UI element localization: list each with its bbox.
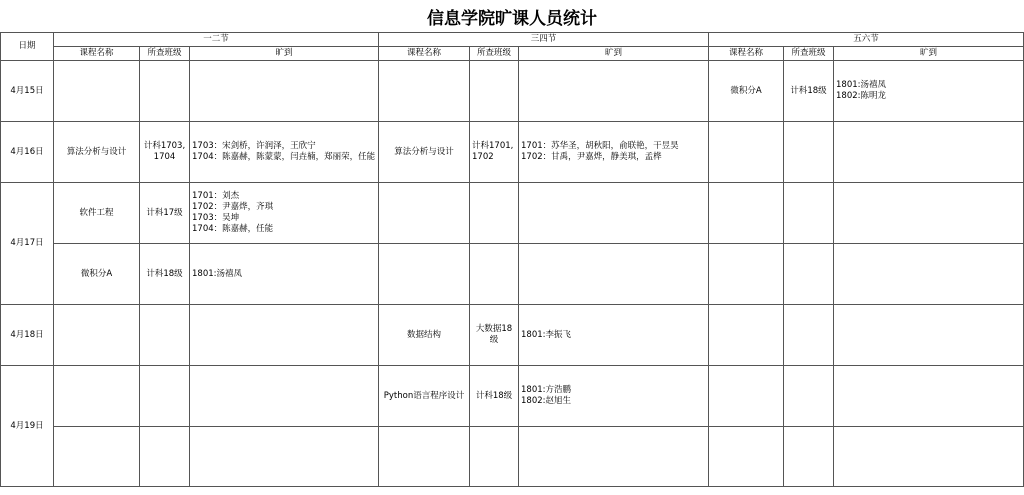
absent-cell[interactable] <box>519 122 709 183</box>
class-line: 计科1703, <box>143 141 186 151</box>
table-row <box>1 183 1024 244</box>
class-line: 1702 <box>472 152 494 162</box>
absent-line: 1703：吴坤 <box>192 213 240 223</box>
absent-line: 1703：宋剑桥，许润泽，王欣宁 <box>192 141 316 151</box>
cell[interactable] <box>54 305 140 366</box>
absent-line: 1701：刘杰 <box>192 191 240 201</box>
cell[interactable] <box>519 183 709 244</box>
cell[interactable] <box>834 122 1024 183</box>
course-header: 课程名称 <box>709 47 784 61</box>
absence-table <box>0 32 1024 487</box>
absent-line: 1701：苏华圣，胡秋阳，俞联艳，干昱昊 <box>521 141 679 151</box>
sheet-title: 信息学院旷课人员统计 <box>0 0 1024 33</box>
cell[interactable] <box>190 305 379 366</box>
cell[interactable] <box>784 366 834 427</box>
cell[interactable] <box>54 427 140 487</box>
cell[interactable] <box>190 61 379 122</box>
class-line: 计科1701, <box>472 141 514 151</box>
absent-header: 旷到 <box>190 47 379 61</box>
course-cell[interactable]: 微积分A <box>54 244 140 305</box>
absent-line: 1801:方浩鹏 <box>521 385 571 395</box>
cell[interactable] <box>470 427 519 487</box>
table-row <box>1 427 1024 487</box>
absent-line: 1801:李振飞 <box>521 329 571 340</box>
cell[interactable] <box>709 427 784 487</box>
course-cell[interactable]: 算法分析与设计 <box>379 122 470 183</box>
date-cell: 4月16日 <box>1 122 54 183</box>
cell[interactable] <box>190 427 379 487</box>
course-cell[interactable]: Python语言程序设计 <box>379 366 470 427</box>
class-cell[interactable]: 计科18级 <box>784 61 834 122</box>
absent-line: 1704：陈嘉赫，陈蒙蒙，闫垚楠，郑丽荣，任能 <box>192 152 376 162</box>
course-cell[interactable]: 微积分A <box>709 61 784 122</box>
absent-cell[interactable] <box>519 305 709 366</box>
cell[interactable] <box>54 61 140 122</box>
class-cell[interactable]: 计科18级 <box>140 244 190 305</box>
cell[interactable] <box>834 183 1024 244</box>
cell[interactable] <box>784 183 834 244</box>
class-cell[interactable]: 计科18级 <box>470 366 519 427</box>
cell[interactable] <box>379 427 470 487</box>
cell[interactable] <box>379 183 470 244</box>
class-cell[interactable]: 计科17级 <box>140 183 190 244</box>
date-cell: 4月19日 <box>1 366 54 487</box>
absent-cell[interactable] <box>834 61 1024 122</box>
course-cell[interactable]: 算法分析与设计 <box>54 122 140 183</box>
absent-line: 1802:赵旭生 <box>521 396 571 406</box>
period-3-4-header: 三四节 <box>379 33 709 47</box>
course-header: 课程名称 <box>54 47 140 61</box>
absent-cell[interactable] <box>190 122 379 183</box>
course-cell[interactable]: 数据结构 <box>379 305 470 366</box>
absent-cell[interactable] <box>519 366 709 427</box>
course-header: 课程名称 <box>379 47 470 61</box>
absent-header: 旷到 <box>834 47 1024 61</box>
cell[interactable] <box>140 61 190 122</box>
period-1-2-header: 一二节 <box>54 33 379 47</box>
table-row <box>1 122 1024 183</box>
class-cell[interactable]: 大数据18级 <box>470 305 519 366</box>
absent-line: 1802:陈明龙 <box>836 91 886 101</box>
cell[interactable] <box>709 183 784 244</box>
cell[interactable] <box>140 366 190 427</box>
cell[interactable] <box>834 244 1024 305</box>
date-cell: 4月17日 <box>1 183 54 305</box>
class-cell[interactable] <box>140 122 190 183</box>
class-line: 1704 <box>153 152 176 162</box>
period-5-6-header: 五六节 <box>709 33 1024 47</box>
table-row <box>1 244 1024 305</box>
cell[interactable] <box>470 244 519 305</box>
absent-line: 1702：尹嘉烨，齐琪 <box>192 202 274 212</box>
cell[interactable] <box>519 61 709 122</box>
course-cell[interactable]: 软件工程 <box>54 183 140 244</box>
absent-line: 1801:汤禧凤 <box>192 268 242 279</box>
date-cell: 4月18日 <box>1 305 54 366</box>
cell[interactable] <box>709 305 784 366</box>
class-cell[interactable] <box>470 122 519 183</box>
cell[interactable] <box>834 427 1024 487</box>
cell[interactable] <box>140 305 190 366</box>
cell[interactable] <box>784 244 834 305</box>
class-header: 所查班级 <box>140 47 190 61</box>
cell[interactable] <box>519 427 709 487</box>
cell[interactable] <box>470 61 519 122</box>
cell[interactable] <box>709 366 784 427</box>
cell[interactable] <box>379 244 470 305</box>
class-header: 所查班级 <box>784 47 834 61</box>
cell[interactable] <box>784 122 834 183</box>
cell[interactable] <box>709 122 784 183</box>
cell[interactable] <box>140 427 190 487</box>
table-row <box>1 61 1024 122</box>
cell[interactable] <box>190 366 379 427</box>
absent-line: 1801:汤禧凤 <box>836 80 886 90</box>
date-cell: 4月15日 <box>1 61 54 122</box>
absent-header: 旷到 <box>519 47 709 61</box>
cell[interactable] <box>834 366 1024 427</box>
cell[interactable] <box>834 305 1024 366</box>
absent-line: 1704：陈嘉赫，任能 <box>192 224 274 234</box>
table-row <box>1 305 1024 366</box>
cell[interactable] <box>470 183 519 244</box>
cell[interactable] <box>709 244 784 305</box>
cell[interactable] <box>54 366 140 427</box>
table-row <box>1 366 1024 427</box>
date-header: 日期 <box>1 33 54 61</box>
absent-cell[interactable] <box>190 183 379 244</box>
absent-cell[interactable] <box>190 244 379 305</box>
cell[interactable] <box>379 61 470 122</box>
class-header: 所查班级 <box>470 47 519 61</box>
cell[interactable] <box>784 305 834 366</box>
cell[interactable] <box>784 427 834 487</box>
absent-line: 1702：甘禹，尹嘉烨，静美琪，孟桦 <box>521 152 662 162</box>
cell[interactable] <box>519 244 709 305</box>
